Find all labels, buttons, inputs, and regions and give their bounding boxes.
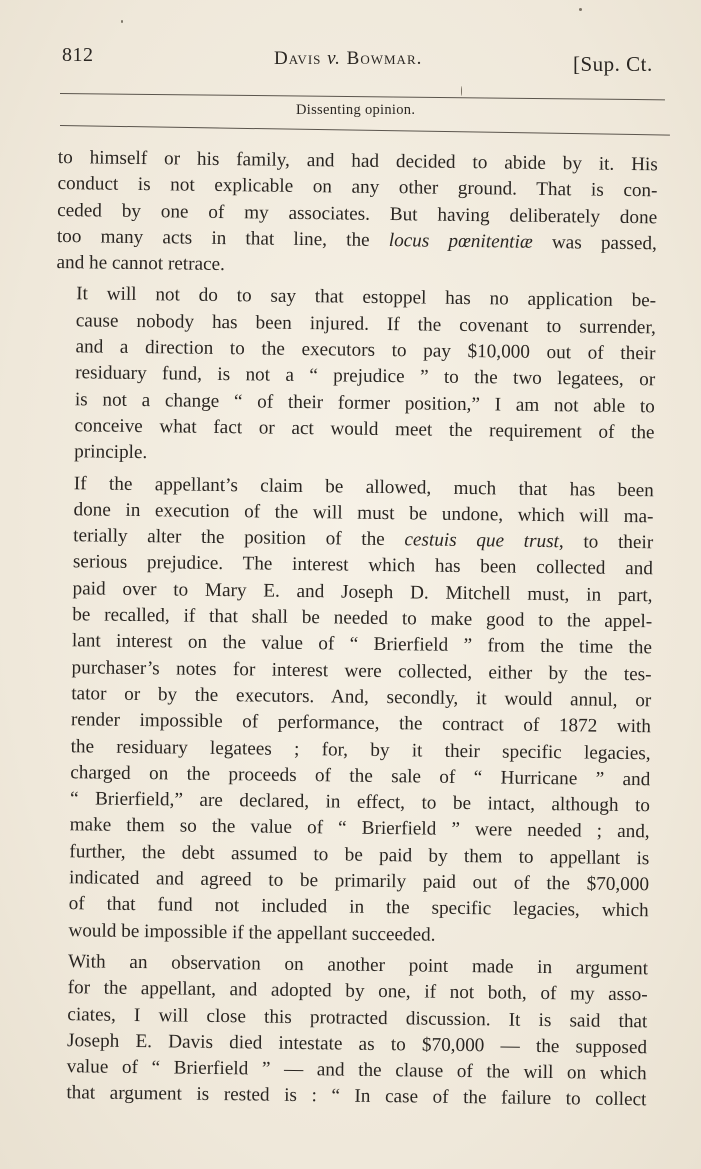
text-line: principle. [74, 441, 148, 464]
text-line: and a direction to the executors to pay $10,000 out of their [75, 336, 656, 365]
court-label: [Sup. Ct. [573, 52, 653, 76]
text-line: If the appellant’s claim be allowed, much that has been [73, 472, 654, 501]
text-line: too many acts in that line, the locus pœnitentiæ was passed, [56, 225, 657, 255]
text-line: conduct is not explicable on any other ground. That is con- [57, 173, 658, 202]
paper-speck [461, 86, 462, 96]
text-line: paid over to Mary E. and Joseph D. Mitchell must, in part, [72, 577, 653, 607]
text-line: lant interest on the value of “ Brierfield ” from the time the [71, 630, 653, 659]
paragraph-1 [56, 145, 658, 284]
italic-phrase: locus pœnitentiæ [388, 229, 533, 253]
text-line: value of “ Brierfield ” — and the clause of the will on which [66, 1056, 647, 1085]
text-line: that argument is rested is : “ In case of the failure to collect [66, 1082, 647, 1111]
text-line: for the appellant, and adopted by one, if not both, of my asso- [67, 977, 648, 1006]
text-line: serious prejudice. The interest which has been collected and [72, 551, 653, 580]
text-line: conceive what fact or act would meet the requirement of the [74, 415, 655, 444]
text-line: purchaser’s notes for interest were collected, either by the tes- [71, 656, 652, 685]
text-line: done in execution of the will must be undone, which will ma- [73, 499, 654, 528]
paper-speck [579, 8, 582, 11]
paragraph-3 [48, 471, 654, 952]
text-line: With an observation on another point made in argument [67, 951, 649, 980]
text-line: to himself or his family, and had decided to abide by it. His [57, 146, 658, 176]
page-number: 812 [62, 44, 94, 66]
paragraph-4 [46, 949, 648, 1114]
text-line: ciates, I will close this protracted discussion. It is said that [67, 1003, 648, 1032]
text-line: indicated and agreed to be primarily paid out of the $70,000 [68, 867, 650, 896]
text-line: It will not do to say that estoppel has no application be- [76, 283, 657, 312]
text-line: terially alter the position of the cestuis que trust, to their [73, 525, 654, 554]
text-line: would be impossible if the appellant succeeded. [68, 919, 436, 946]
text-line: “ Brierfield,” are declared, in effect, to be intact, although to [69, 788, 651, 817]
opinion-text [46, 145, 658, 1114]
italic-phrase: cestuis que trust [404, 529, 560, 553]
text-line: and he cannot retrace. [56, 252, 226, 276]
text-line: further, the debt assumed to be paid by them to appellant is [69, 840, 650, 869]
text-line: Joseph E. Davis died intestate as to $70,000 — the supposed [66, 1029, 648, 1059]
header-rule-bottom [60, 125, 670, 136]
header-rule-top [60, 93, 665, 100]
text-line: make them so the value of “ Brierfield ” were needed ; and, [69, 814, 650, 843]
text-line: ceded by one of my associates. But having deliberately done [57, 199, 658, 228]
paragraph-2 [54, 281, 656, 472]
text-line: is not a change “ of their former position,” I am not able to [74, 388, 655, 417]
text-line: cause nobody has been injured. If the covenant to surrender, [75, 310, 656, 339]
section-subheading: Dissenting opinion. [296, 102, 416, 118]
text-line: residuary fund, is not a “ prejudice ” to the two legatees, or [75, 362, 656, 391]
running-header [0, 40, 701, 140]
text-line: render impossible of performance, the contract of 1872 with [70, 709, 652, 738]
text-line: of that fund not included in the specific legacies, which [68, 893, 649, 922]
case-title [274, 48, 422, 70]
paper-speck [121, 20, 123, 23]
text-line: be recalled, if that shall be needed to make good to the appel- [72, 604, 653, 633]
case-title-versus: v. [327, 48, 341, 69]
case-title-right: Bowmar. [346, 48, 423, 69]
case-title-left: Davis [274, 48, 322, 69]
text-line: the residuary legatees ; for, by it their specific legacies, [70, 735, 651, 764]
text-line: charged on the proceeds of the sale of “ Hurricane ” and [70, 762, 651, 791]
text-line: tator or by the executors. And, secondly, it would annul, or [71, 683, 652, 712]
